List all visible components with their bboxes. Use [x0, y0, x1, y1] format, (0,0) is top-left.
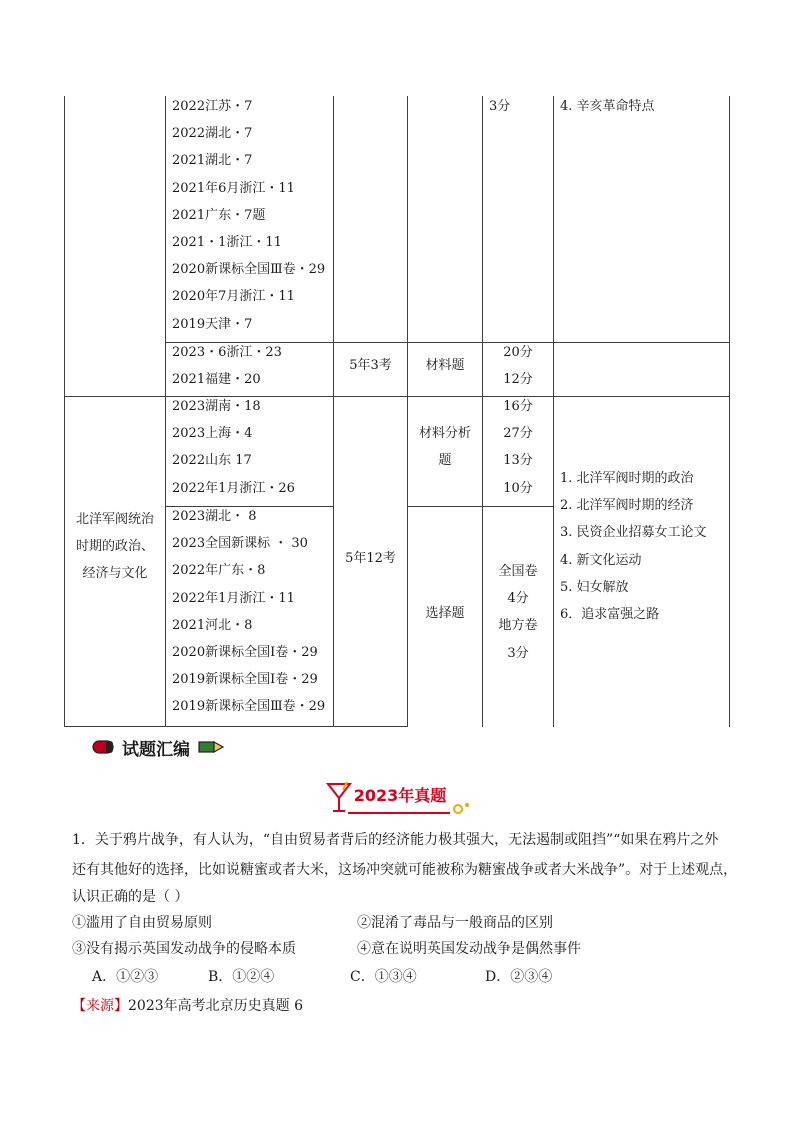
- source-item: 2019新课标全国Ⅰ卷・29: [172, 672, 318, 688]
- score-item: 全国卷: [498, 564, 538, 579]
- knowledge-point: 6．追求富强之路: [560, 606, 660, 622]
- type-line: 题: [438, 453, 452, 469]
- score-item: 地方卷: [498, 618, 538, 634]
- source-item: 2022年1月浙江・26: [172, 480, 295, 496]
- row1-sources: [172, 93, 325, 338]
- score-item: 13分: [503, 453, 533, 469]
- knowledge-point: 1. 北洋军阀时期的政治: [560, 471, 694, 486]
- statement-item: ④意在说明英国发动战争是偶然事件: [357, 941, 581, 957]
- knowledge-table: [64, 96, 730, 727]
- statement-item: ③没有揭示英国发动战争的侵略本质: [72, 941, 296, 957]
- table-col-divider: [553, 96, 554, 727]
- question-source: [72, 993, 303, 1019]
- row2-sources: [172, 339, 282, 393]
- score-item: 20分: [503, 345, 533, 360]
- source-item: 2023・6浙江・23: [172, 345, 282, 360]
- row3-topic: [65, 506, 165, 588]
- row3-type-choice: 选择题: [425, 606, 465, 621]
- score-item: 27分: [503, 426, 533, 442]
- score-item: 10分: [503, 480, 533, 496]
- source-item: 2022江苏・7: [172, 99, 253, 114]
- option-b[interactable]: B．①②④: [208, 969, 275, 985]
- row2-frequency: 5年3考: [349, 358, 392, 373]
- knowledge-point: 5. 妇女解放: [560, 579, 629, 595]
- table-border-left: [64, 96, 65, 727]
- statement-item: ②混淆了毒品与一般商品的区别: [357, 915, 553, 931]
- red-pill-icon: [92, 740, 114, 754]
- row1-knowledge-point: 4. 辛亥革命特点: [560, 99, 655, 114]
- source-item: 2023上海・4: [172, 426, 253, 442]
- score-item: 12分: [503, 372, 533, 388]
- row3-scores-choice: [483, 558, 553, 667]
- knowledge-point: 2. 北洋军阀时期的经济: [560, 498, 694, 514]
- row2-question-type: 材料题: [425, 358, 465, 373]
- topic-line: 北洋军阀统治: [75, 512, 154, 527]
- source-text: 2023年高考北京历史真题 6: [128, 998, 303, 1014]
- source-item: 2021广东・7题: [172, 207, 266, 223]
- source-item: 2021福建・20: [172, 372, 261, 388]
- table-col-divider: [407, 96, 408, 727]
- section-title: 试题汇编: [122, 739, 190, 760]
- statement-item: ①滥用了自由贸易原则: [72, 915, 212, 931]
- table-row-divider: [64, 396, 730, 397]
- table-border-bottom: [64, 726, 407, 727]
- score-item: 4分: [507, 591, 529, 607]
- source-item: 2020新课标全国Ⅲ卷・29: [172, 262, 326, 278]
- source-label: 【来源】: [72, 998, 128, 1014]
- source-item: 2022山东 17: [172, 453, 252, 469]
- topic-line: 时期的政治、: [75, 539, 154, 555]
- type-line: 材料分析: [418, 426, 471, 441]
- year-badge: [326, 780, 472, 816]
- table-row-divider: [407, 506, 554, 507]
- row2-scores: [483, 339, 553, 393]
- row3-frequency: 5年12考: [345, 551, 396, 566]
- row3-sources-choice: [172, 503, 325, 721]
- table-col-divider: [333, 96, 334, 727]
- table-border-right: [729, 96, 730, 727]
- source-item: 2021・1浙江・11: [172, 234, 282, 250]
- source-item: 2022年广东・8: [172, 563, 266, 579]
- row3-sources-material: [172, 393, 295, 502]
- source-item: 2019天津・7: [172, 316, 253, 332]
- source-item: 2023全国新课标 ・ 30: [172, 536, 308, 552]
- row3-knowledge-points: [560, 465, 707, 628]
- row1-score: 3分: [489, 99, 511, 114]
- source-item: 2020新课标全国Ⅰ卷・29: [172, 644, 318, 660]
- question-line: 认识正确的是（ ）: [72, 889, 189, 905]
- section-header: [92, 736, 224, 758]
- topic-line: 经济与文化: [82, 566, 148, 582]
- source-item: 2022湖北・7: [172, 126, 253, 142]
- question-line: 1．关于鸦片战争，有人认为，“自由贸易者背后的经济能力极其强大，无法遏制或阻挡”“如果在鸦片之外: [72, 832, 719, 848]
- option-c[interactable]: C．①③④: [350, 969, 417, 985]
- source-item: 2019新课标全国Ⅲ卷・29: [172, 699, 326, 715]
- table-col-divider: [165, 96, 166, 727]
- source-item: 2023湖北・ 8: [172, 509, 257, 524]
- year-badge-text: 2023年真题: [353, 786, 447, 805]
- option-d[interactable]: D．②③④: [485, 969, 553, 985]
- option-a[interactable]: A．①②③: [92, 969, 159, 985]
- knowledge-point: 4. 新文化运动: [560, 552, 642, 568]
- source-item: 2021年6月浙江・11: [172, 180, 295, 196]
- row3-type-material: [408, 420, 482, 474]
- score-item: 16分: [503, 399, 533, 414]
- row3-scores-material: [483, 393, 553, 502]
- score-item: 3分: [507, 645, 529, 661]
- source-item: 2023湖南・18: [172, 399, 261, 414]
- source-item: 2021湖北・7: [172, 153, 253, 169]
- source-item: 2022年1月浙江・11: [172, 590, 295, 606]
- green-pencil-icon: [198, 740, 224, 754]
- source-item: 2020年7月浙江・11: [172, 289, 295, 305]
- source-item: 2021河北・8: [172, 617, 253, 633]
- knowledge-point: 3. 民资企业招募女工论文: [560, 525, 707, 541]
- question-line: 还有其他好的选择，比如说糖蜜或者大米，这场冲突就可能被称为糖蜜战争或者大米战争”。对于上述观点，: [72, 862, 738, 878]
